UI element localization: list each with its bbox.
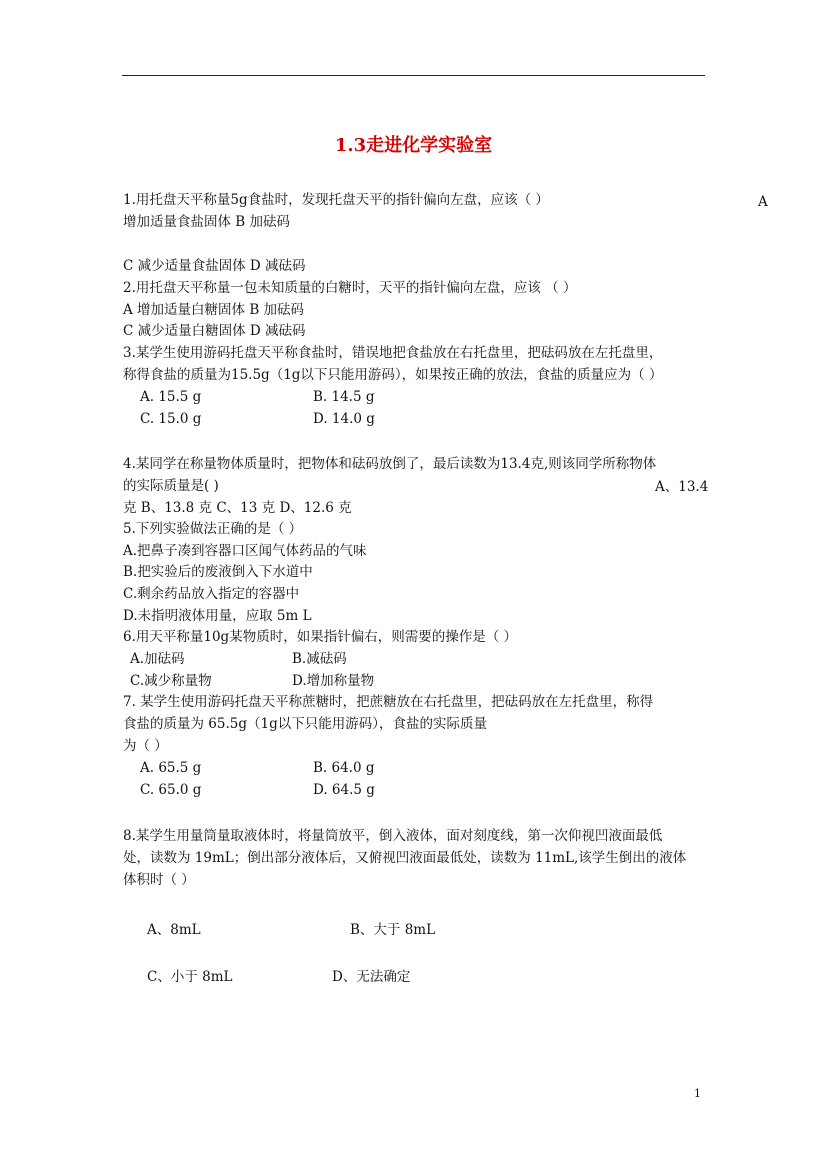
question-8-option-a: A、8mL (147, 922, 201, 938)
question-5-stem: 5.下列实验做法正确的是（ ） (123, 521, 303, 537)
question-8-stem-line-3: 体积时（ ） (123, 872, 195, 888)
question-6-option-a: A.加砝码 (130, 651, 185, 667)
question-3-option-a: A. 15.5 g (140, 389, 202, 405)
question-1-options-line-1: 增加适量食盐固体 B 加砝码 (123, 214, 291, 230)
question-7-option-b: B. 64.0 g (313, 760, 375, 776)
question-2-stem: 2.用托盘天平称量一包未知质量的白糖时，天平的指针偏向左盘，应该 （ ） (123, 280, 577, 296)
question-7-stem-line-3: 为（ ） (123, 738, 168, 754)
question-6-option-b: B.减砝码 (292, 651, 347, 667)
page-number: 1 (694, 1087, 701, 1100)
question-3-stem-line-1: 3.某学生使用游码托盘天平称食盐时，错误地把食盐放在右托盘里，把砝码放在左托盘里， (123, 345, 663, 361)
question-3-option-d: D. 14.0 g (313, 411, 375, 427)
question-2-options-line-1: A 增加适量白糖固体 B 加砝码 (123, 302, 305, 318)
question-1-stem: 1.用托盘天平称量5g食盐时，发现托盘天平的指针偏向左盘，应该（ ） (123, 192, 549, 208)
question-5-option-d: D.未指明液体用量，应取 5m L (123, 608, 312, 624)
question-4-option-a: A、13.4 (655, 479, 709, 495)
question-8-option-d: D、无法确定 (332, 969, 411, 985)
question-7-option-a: A. 65.5 g (140, 760, 202, 776)
question-7-stem-line-2: 食盐的质量为 65.5g（1g以下只能用游码），食盐的实际质量 (123, 716, 487, 732)
question-6-stem: 6.用天平称量10g某物质时，如果指针偏右，则需要的操作是（ ） (123, 629, 517, 645)
question-1-options-line-2: C 减少适量食盐固体 D 减砝码 (123, 258, 306, 274)
question-3-stem-line-2: 称得食盐的质量为15.5g（1g以下只能用游码），如果按正确的放法，食盐的质量应为（ ） (123, 367, 663, 383)
question-1-option-a-label: A (758, 194, 768, 210)
question-3-option-b: B. 14.5 g (313, 389, 375, 405)
header-rule (122, 75, 705, 76)
question-4-stem-line-1: 4.某同学在称量物体质量时，把物体和砝码放倒了，最后读数为13.4克,则该同学所称物体 (123, 456, 657, 472)
question-6-option-c: C.减少称量物 (130, 673, 212, 689)
question-5-option-a: A.把鼻子凑到容器口区闻气体药品的气味 (123, 543, 367, 559)
question-6-option-d: D.增加称量物 (292, 673, 375, 689)
question-2-options-line-2: C 减少适量白糖固体 D 减砝码 (123, 323, 306, 339)
question-5-option-b: B.把实验后的废液倒入下水道中 (123, 564, 313, 580)
question-7-option-d: D. 64.5 g (313, 782, 375, 798)
question-4-stem-line-2: 的实际质量是( ) (123, 478, 219, 494)
question-8-option-b: B、大于 8mL (350, 922, 436, 938)
question-8-option-c: C、小于 8mL (147, 969, 233, 985)
page-title: 1.3走进化学实验室 (334, 135, 493, 156)
question-8-stem-line-1: 8.某学生用量筒量取液体时，将量筒放平，倒入液体，面对刻度线，第一次仰视凹液面最低 (123, 828, 663, 844)
question-4-options-line: 克 B、13.8 克 C、13 克 D、12.6 克 (123, 500, 352, 516)
question-7-stem-line-1: 7. 某学生使用游码托盘天平称蔗糖时，把蔗糖放在右托盘里，把砝码放在左托盘里，称得 (123, 694, 654, 710)
question-5-option-c: C.剩余药品放入指定的容器中 (123, 586, 300, 602)
question-7-option-c: C. 65.0 g (140, 782, 202, 798)
question-8-stem-line-2: 处，读数为 19mL；倒出部分液体后，又俯视凹液面最低处，读数为 11mL,该学生倒出的液体 (123, 850, 687, 866)
question-3-option-c: C. 15.0 g (140, 411, 202, 427)
